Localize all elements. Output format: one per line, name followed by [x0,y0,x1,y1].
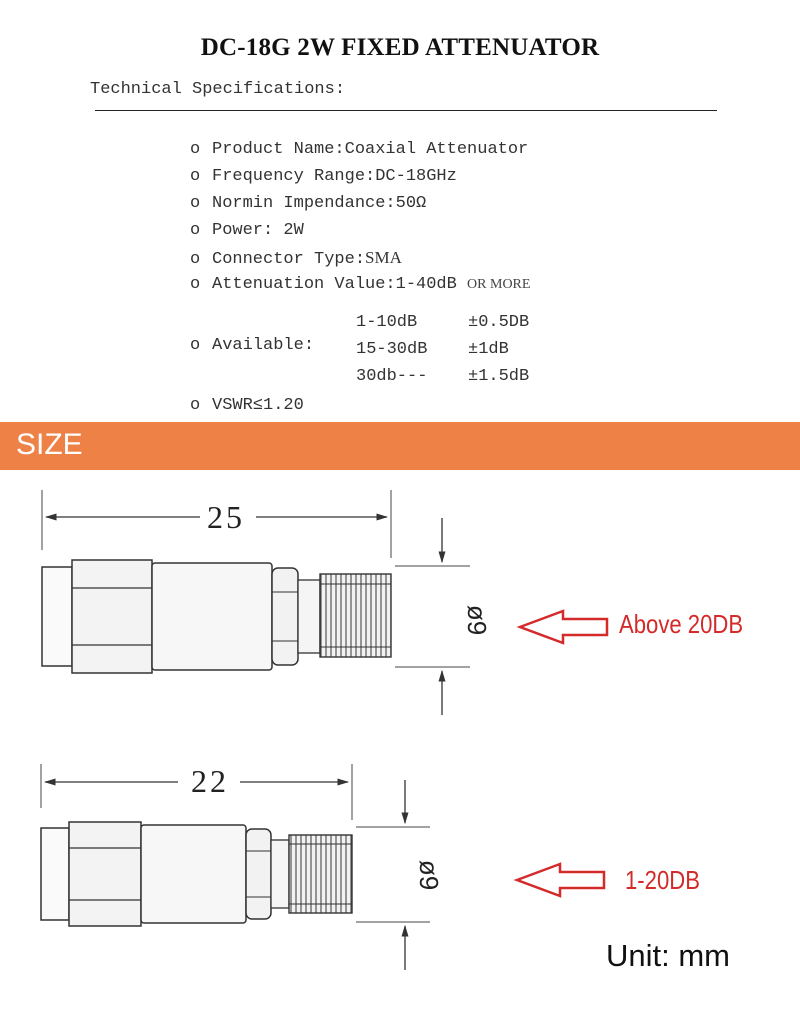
svg-text:ø9 [462,605,492,635]
size-banner [0,422,800,470]
label-above-20db: Above 20DB [619,609,744,639]
available-range: 1-10dB [356,313,418,332]
spec-text: Product Name:Coaxial Attenuator [212,140,529,159]
spec-available [190,336,314,355]
spec-power [190,221,304,240]
unit-note: Unit: mm [606,938,730,973]
available-row [356,367,530,386]
connector-top-drawing [42,490,607,715]
bullet: o [190,194,201,213]
bullet: o [190,250,201,269]
technical-specifications-heading: Technical Specifications: [90,80,346,99]
spec-attenuation-suffix: OR MORE [467,277,531,292]
available-row [356,313,530,332]
bullet: o [190,275,201,294]
available-range: 30db--- [356,367,428,386]
bullet: o [190,221,201,240]
dimension-diameter-bottom: 9 [414,875,444,891]
divider [95,110,717,111]
connector-bottom-drawing [41,763,604,970]
spec-text: Attenuation Value:1-40dB [212,275,457,294]
available-row [356,340,509,359]
spec-text: Power: 2W [212,221,304,240]
spec-connector-value: SMA [365,248,402,267]
available-tolerance: ±0.5DB [468,313,530,332]
bullet: o [190,336,201,355]
dimension-length-top: 25 [207,499,245,535]
spec-text: Normin Impendance:50Ω [212,194,427,213]
spec-product-name [190,140,528,159]
available-range: 15-30dB [356,340,428,359]
bullet: o [190,396,201,415]
dimension-drawing [0,470,800,1017]
page-title: DC-18G 2W FIXED ATTENUATOR [200,34,600,61]
dimension-length-bottom: 22 [191,763,229,799]
available-tolerance: ±1dB [468,340,509,359]
bullet: o [190,167,201,186]
label-1-20db: 1-20DB [625,865,700,895]
arrow-left-icon [517,864,604,896]
bullet: o [190,140,201,159]
spec-frequency [190,167,457,186]
spec-impedance [190,194,426,213]
arrow-left-icon [520,611,607,643]
spec-vswr [190,396,304,415]
svg-text:ø9 [414,860,444,890]
dimension-diameter-top: 9 [462,620,492,636]
spec-text: VSWR≤1.20 [212,396,304,415]
diameter-symbol-top: ø [462,604,492,621]
spec-text: Connector Type: [212,250,366,269]
size-banner-label: SIZE [16,428,83,461]
spec-text: Available: [212,336,315,355]
spec-text: Frequency Range:DC-18GHz [212,167,457,186]
spec-connector [190,248,402,269]
available-tolerance: ±1.5dB [468,367,530,386]
spec-attenuation [190,275,530,294]
diameter-symbol-bottom: ø [414,859,444,876]
